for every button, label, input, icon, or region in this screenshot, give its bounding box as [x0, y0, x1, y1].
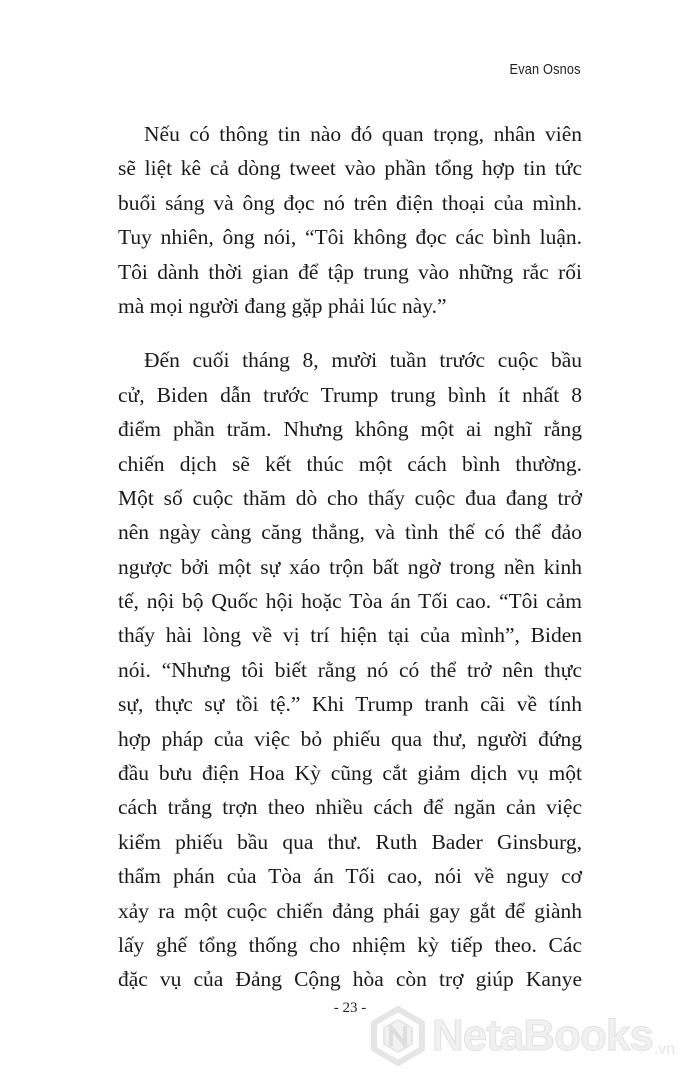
text-line: mà mọi người đang gặp phải lúc này.”	[118, 293, 447, 318]
watermark	[368, 1003, 675, 1069]
text-line: xảy ra một cuộc chiến đảng phái gay gắt để giành	[118, 898, 582, 923]
netabooks-logo-icon	[368, 1006, 428, 1066]
page-number: - 23 -	[333, 1000, 367, 1016]
text-line: cử, Biden dẫn trước Trump trung bình ít nhất 8	[118, 382, 582, 407]
text-line: chiến dịch sẽ kết thúc một cách bình thường.	[118, 451, 582, 476]
running-header-author: Evan Osnos	[509, 61, 581, 78]
text-line: đặc vụ của Đảng Cộng hòa còn trợ giúp Kanye	[118, 967, 582, 992]
paragraph-1	[118, 117, 582, 323]
page-body	[118, 117, 582, 997]
text-line: Nếu có thông tin nào đó quan trọng, nhân viên	[144, 122, 582, 146]
text-line: Một số cuộc thăm dò cho thấy cuộc đua đang trở	[118, 485, 582, 510]
text-line: đầu bưu điện Hoa Kỳ cũng cắt giảm dịch vụ một	[118, 761, 582, 786]
text-line: tế, nội bộ Quốc hội hoặc Tòa án Tối cao. “Tôi cảm	[118, 589, 582, 614]
watermark-brand: NetaBooks	[432, 1011, 653, 1060]
text-line: sự, thực sự tồi tệ.” Khi Trump tranh cãi về tính	[118, 692, 582, 717]
text-line: điểm phần trăm. Nhưng không một ai nghĩ rằng	[118, 417, 582, 442]
text-line: sẽ liệt kê cả dòng tweet vào phần tổng hợp tin tức	[118, 156, 582, 181]
text-line: thấy hài lòng về vị trí hiện tại của mình”, Biden	[118, 623, 582, 648]
text-line: lấy ghế tổng thống cho nhiệm kỳ tiếp theo. Các	[118, 932, 582, 957]
text-line: nên ngày càng căng thẳng, và tình thế có thể đảo	[118, 520, 582, 545]
text-line: Đến cuối tháng 8, mười tuần trước cuộc bầu	[144, 348, 582, 373]
text-line: Tuy nhiên, ông nói, “Tôi không đọc các bình luận.	[118, 225, 582, 250]
text-line: hợp pháp của việc bỏ phiếu qua thư, người đứng	[118, 726, 582, 751]
text-line: thẩm phán của Tòa án Tối cao, nói về nguy cơ	[118, 864, 582, 889]
text-line: Tôi dành thời gian để tập trung vào những rắc rối	[118, 259, 582, 284]
watermark-suffix: .vn	[653, 1041, 676, 1058]
text-line: buổi sáng và ông đọc nó trên điện thoại của mình.	[118, 190, 582, 215]
text-line: nói. “Nhưng tôi biết rằng nó có thể trở nên thực	[118, 657, 582, 682]
text-line: kiểm phiếu bầu qua thư. Ruth Bader Ginsburg,	[118, 829, 582, 854]
paragraph-2	[118, 343, 582, 996]
text-line: cách trắng trợn theo nhiều cách để ngăn cản việc	[118, 795, 582, 820]
text-line: ngược bởi một sự xáo trộn bất ngờ trong nền kinh	[118, 554, 582, 579]
